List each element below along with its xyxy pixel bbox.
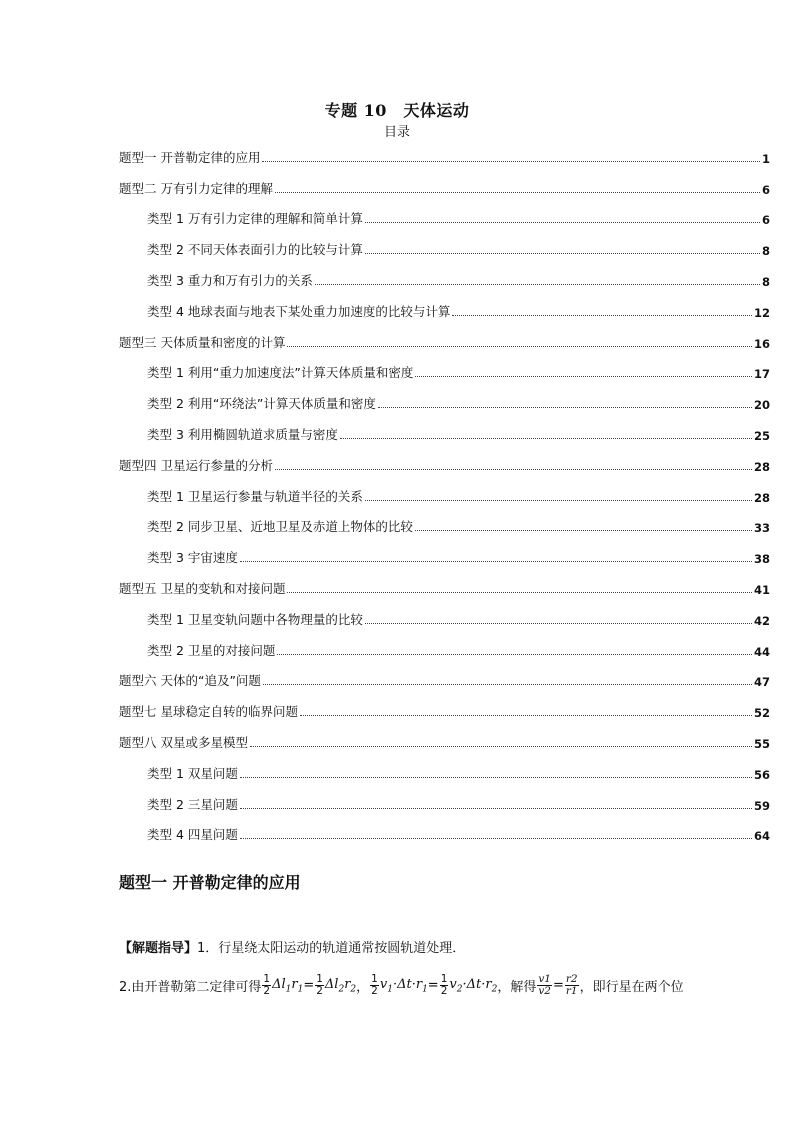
toc-entry[interactable] — [119, 418, 770, 449]
toc-entry-label: 题型二 万有引力定律的理解 — [119, 180, 273, 196]
toc-page-number: 12 — [753, 305, 770, 320]
solve-text: ，解得 — [497, 980, 537, 996]
toc-entry[interactable] — [119, 141, 770, 172]
toc-entry[interactable] — [119, 541, 770, 572]
toc-entry[interactable] — [119, 819, 770, 850]
toc-entry-label: 类型 1 卫星运行参量与轨道半径的关系 — [147, 488, 363, 504]
toc-leader-dots — [415, 530, 752, 531]
toc-entry[interactable] — [119, 757, 770, 788]
toc-page-number: 44 — [753, 644, 770, 659]
toc-page-number: 6 — [761, 182, 770, 197]
toc-entry-label: 类型 1 万有引力定律的理解和简单计算 — [147, 211, 363, 227]
toc-page-number: 25 — [753, 428, 770, 443]
toc-page-number: 8 — [761, 244, 770, 259]
toc-leader-dots — [365, 222, 760, 223]
toc-leader-dots — [240, 838, 752, 839]
toc-page-number: 41 — [753, 582, 770, 597]
kepler-second-law-formula — [119, 974, 684, 997]
guide-text: 1．行星绕太阳运动的轨道通常按圆轨道处理． — [197, 941, 466, 956]
toc-leader-dots — [300, 715, 752, 716]
guide-tag: 【解题指导】 — [119, 941, 198, 956]
section-title: 题型一 开普勒定律的应用 — [119, 873, 301, 892]
document-title: 专题 10 天体运动 — [324, 101, 470, 120]
toc-entry[interactable] — [119, 511, 770, 542]
toc-page-number: 6 — [761, 213, 770, 228]
fraction-half-2: $\frac{1}{2}$ — [316, 973, 323, 998]
toc-leader-dots — [378, 407, 752, 408]
toc-leader-dots — [287, 346, 752, 347]
fraction-r-ratio: $\frac{r2}{r1}$ — [565, 973, 578, 998]
toc-entry-label: 类型 1 双星问题 — [147, 765, 238, 781]
toc-entry-label: 类型 2 同步卫星、近地卫星及赤道上物体的比较 — [147, 519, 413, 535]
formula-prefix: 2.由开普勒第二定律可得 — [119, 980, 262, 996]
toc-leader-dots — [365, 253, 760, 254]
toc-leader-dots — [250, 746, 752, 747]
toc-entry-label: 类型 3 重力和万有引力的关系 — [147, 272, 313, 288]
toc-entry[interactable] — [119, 603, 770, 634]
toc-leader-dots — [415, 376, 752, 377]
toc-page-number: 17 — [753, 367, 770, 382]
toc-entry[interactable] — [119, 203, 770, 234]
toc-entry[interactable] — [119, 665, 770, 696]
toc-entry[interactable] — [119, 788, 770, 819]
toc-entry[interactable] — [119, 726, 770, 757]
toc-leader-dots — [452, 315, 752, 316]
toc-leader-dots — [340, 438, 752, 439]
equals-3: = — [552, 978, 564, 994]
toc-page-number: 16 — [753, 336, 770, 351]
toc-entry[interactable] — [119, 572, 770, 603]
toc-leader-dots — [240, 808, 752, 809]
toc-leader-dots — [240, 777, 752, 778]
fraction-half-3: $\frac{1}{2}$ — [371, 973, 378, 998]
toc-entry[interactable] — [119, 172, 770, 203]
toc-entry-label: 类型 4 四星问题 — [147, 827, 238, 843]
toc-page-number: 33 — [753, 521, 770, 536]
toc-page-number: 20 — [753, 398, 770, 413]
toc-entry-label: 类型 2 三星问题 — [147, 796, 238, 812]
toc-page-number: 1 — [761, 151, 770, 166]
toc-entry-label: 类型 2 不同天体表面引力的比较与计算 — [147, 242, 363, 258]
toc-entry-label: 类型 3 宇宙速度 — [147, 550, 238, 566]
toc-entry[interactable] — [119, 326, 770, 357]
toc-page-number: 47 — [753, 675, 770, 690]
toc-entry-label: 类型 3 利用椭圆轨道求质量与密度 — [147, 426, 338, 442]
toc-entry-label: 类型 2 利用“环绕法”计算天体质量和密度 — [147, 396, 376, 412]
toc-entry[interactable] — [119, 449, 770, 480]
toc-page-number: 42 — [753, 613, 770, 628]
table-of-contents — [119, 141, 770, 849]
toc-entry[interactable] — [119, 480, 770, 511]
formula-suffix: ，即行星在两个位 — [579, 980, 684, 996]
toc-leader-dots — [365, 500, 752, 501]
toc-entry[interactable] — [119, 387, 770, 418]
fraction-half-4: $\frac{1}{2}$ — [440, 973, 448, 998]
toc-leader-dots — [277, 654, 752, 655]
toc-page-number: 8 — [761, 274, 770, 289]
toc-entry-label: 题型八 双星或多星模型 — [119, 734, 248, 750]
toc-entry-label: 类型 1 利用“重力加速度法”计算天体质量和密度 — [147, 365, 414, 381]
delta-l2: $\Delta l_2r_2$ — [324, 976, 357, 995]
toc-entry[interactable] — [119, 264, 770, 295]
toc-entry-label: 题型五 卫星的变轨和对接问题 — [119, 580, 286, 596]
toc-page-number: 38 — [753, 552, 770, 567]
toc-entry-label: 类型 4 地球表面与地表下某处重力加速度的比较与计算 — [147, 303, 451, 319]
toc-page-number: 28 — [753, 459, 770, 474]
toc-leader-dots — [365, 623, 752, 624]
toc-entry-label: 题型三 天体质量和密度的计算 — [119, 334, 286, 350]
toc-entry-label: 题型六 天体的“追及”问题 — [119, 673, 261, 689]
solving-guide — [119, 937, 465, 956]
toc-entry[interactable] — [119, 634, 770, 665]
v1-term: $v_1\cdot\Delta t\cdot r_1$ — [379, 976, 428, 995]
comma-1: ， — [356, 980, 370, 996]
toc-entry[interactable] — [119, 695, 770, 726]
toc-leader-dots — [262, 161, 760, 162]
toc-leader-dots — [263, 684, 752, 685]
toc-page-number: 52 — [753, 706, 770, 721]
toc-entry[interactable] — [119, 295, 770, 326]
toc-page-number: 28 — [753, 490, 770, 505]
toc-leader-dots — [315, 284, 760, 285]
toc-entry-label: 题型四 卫星运行参量的分析 — [119, 457, 273, 473]
toc-page-number: 64 — [753, 829, 770, 844]
toc-leader-dots — [275, 469, 752, 470]
equals-2: = — [427, 978, 439, 994]
delta-l1: $\Delta l_1r_1$ — [272, 976, 304, 995]
toc-entry[interactable] — [119, 233, 770, 264]
toc-heading: 目录 — [383, 125, 410, 140]
toc-entry-label: 题型七 星球稳定自转的临界问题 — [119, 704, 298, 720]
toc-page-number: 59 — [753, 798, 770, 813]
toc-entry-label: 类型 1 卫星变轨问题中各物理量的比较 — [147, 611, 363, 627]
fraction-half-1: $\frac{1}{2}$ — [263, 973, 271, 998]
toc-leader-dots — [240, 561, 752, 562]
toc-entry-label: 类型 2 卫星的对接问题 — [147, 642, 276, 658]
fraction-v-ratio: $\frac{v1}{v2}$ — [538, 973, 551, 998]
toc-page-number: 56 — [753, 767, 770, 782]
equals-1: = — [303, 978, 315, 994]
toc-leader-dots — [275, 192, 760, 193]
toc-entry[interactable] — [119, 357, 770, 388]
toc-page-number: 55 — [753, 736, 770, 751]
v2-term: $v_2\cdot\Delta t\cdot r_2$ — [449, 976, 498, 995]
toc-leader-dots — [287, 592, 752, 593]
toc-entry-label: 题型一 开普勒定律的应用 — [119, 149, 261, 165]
